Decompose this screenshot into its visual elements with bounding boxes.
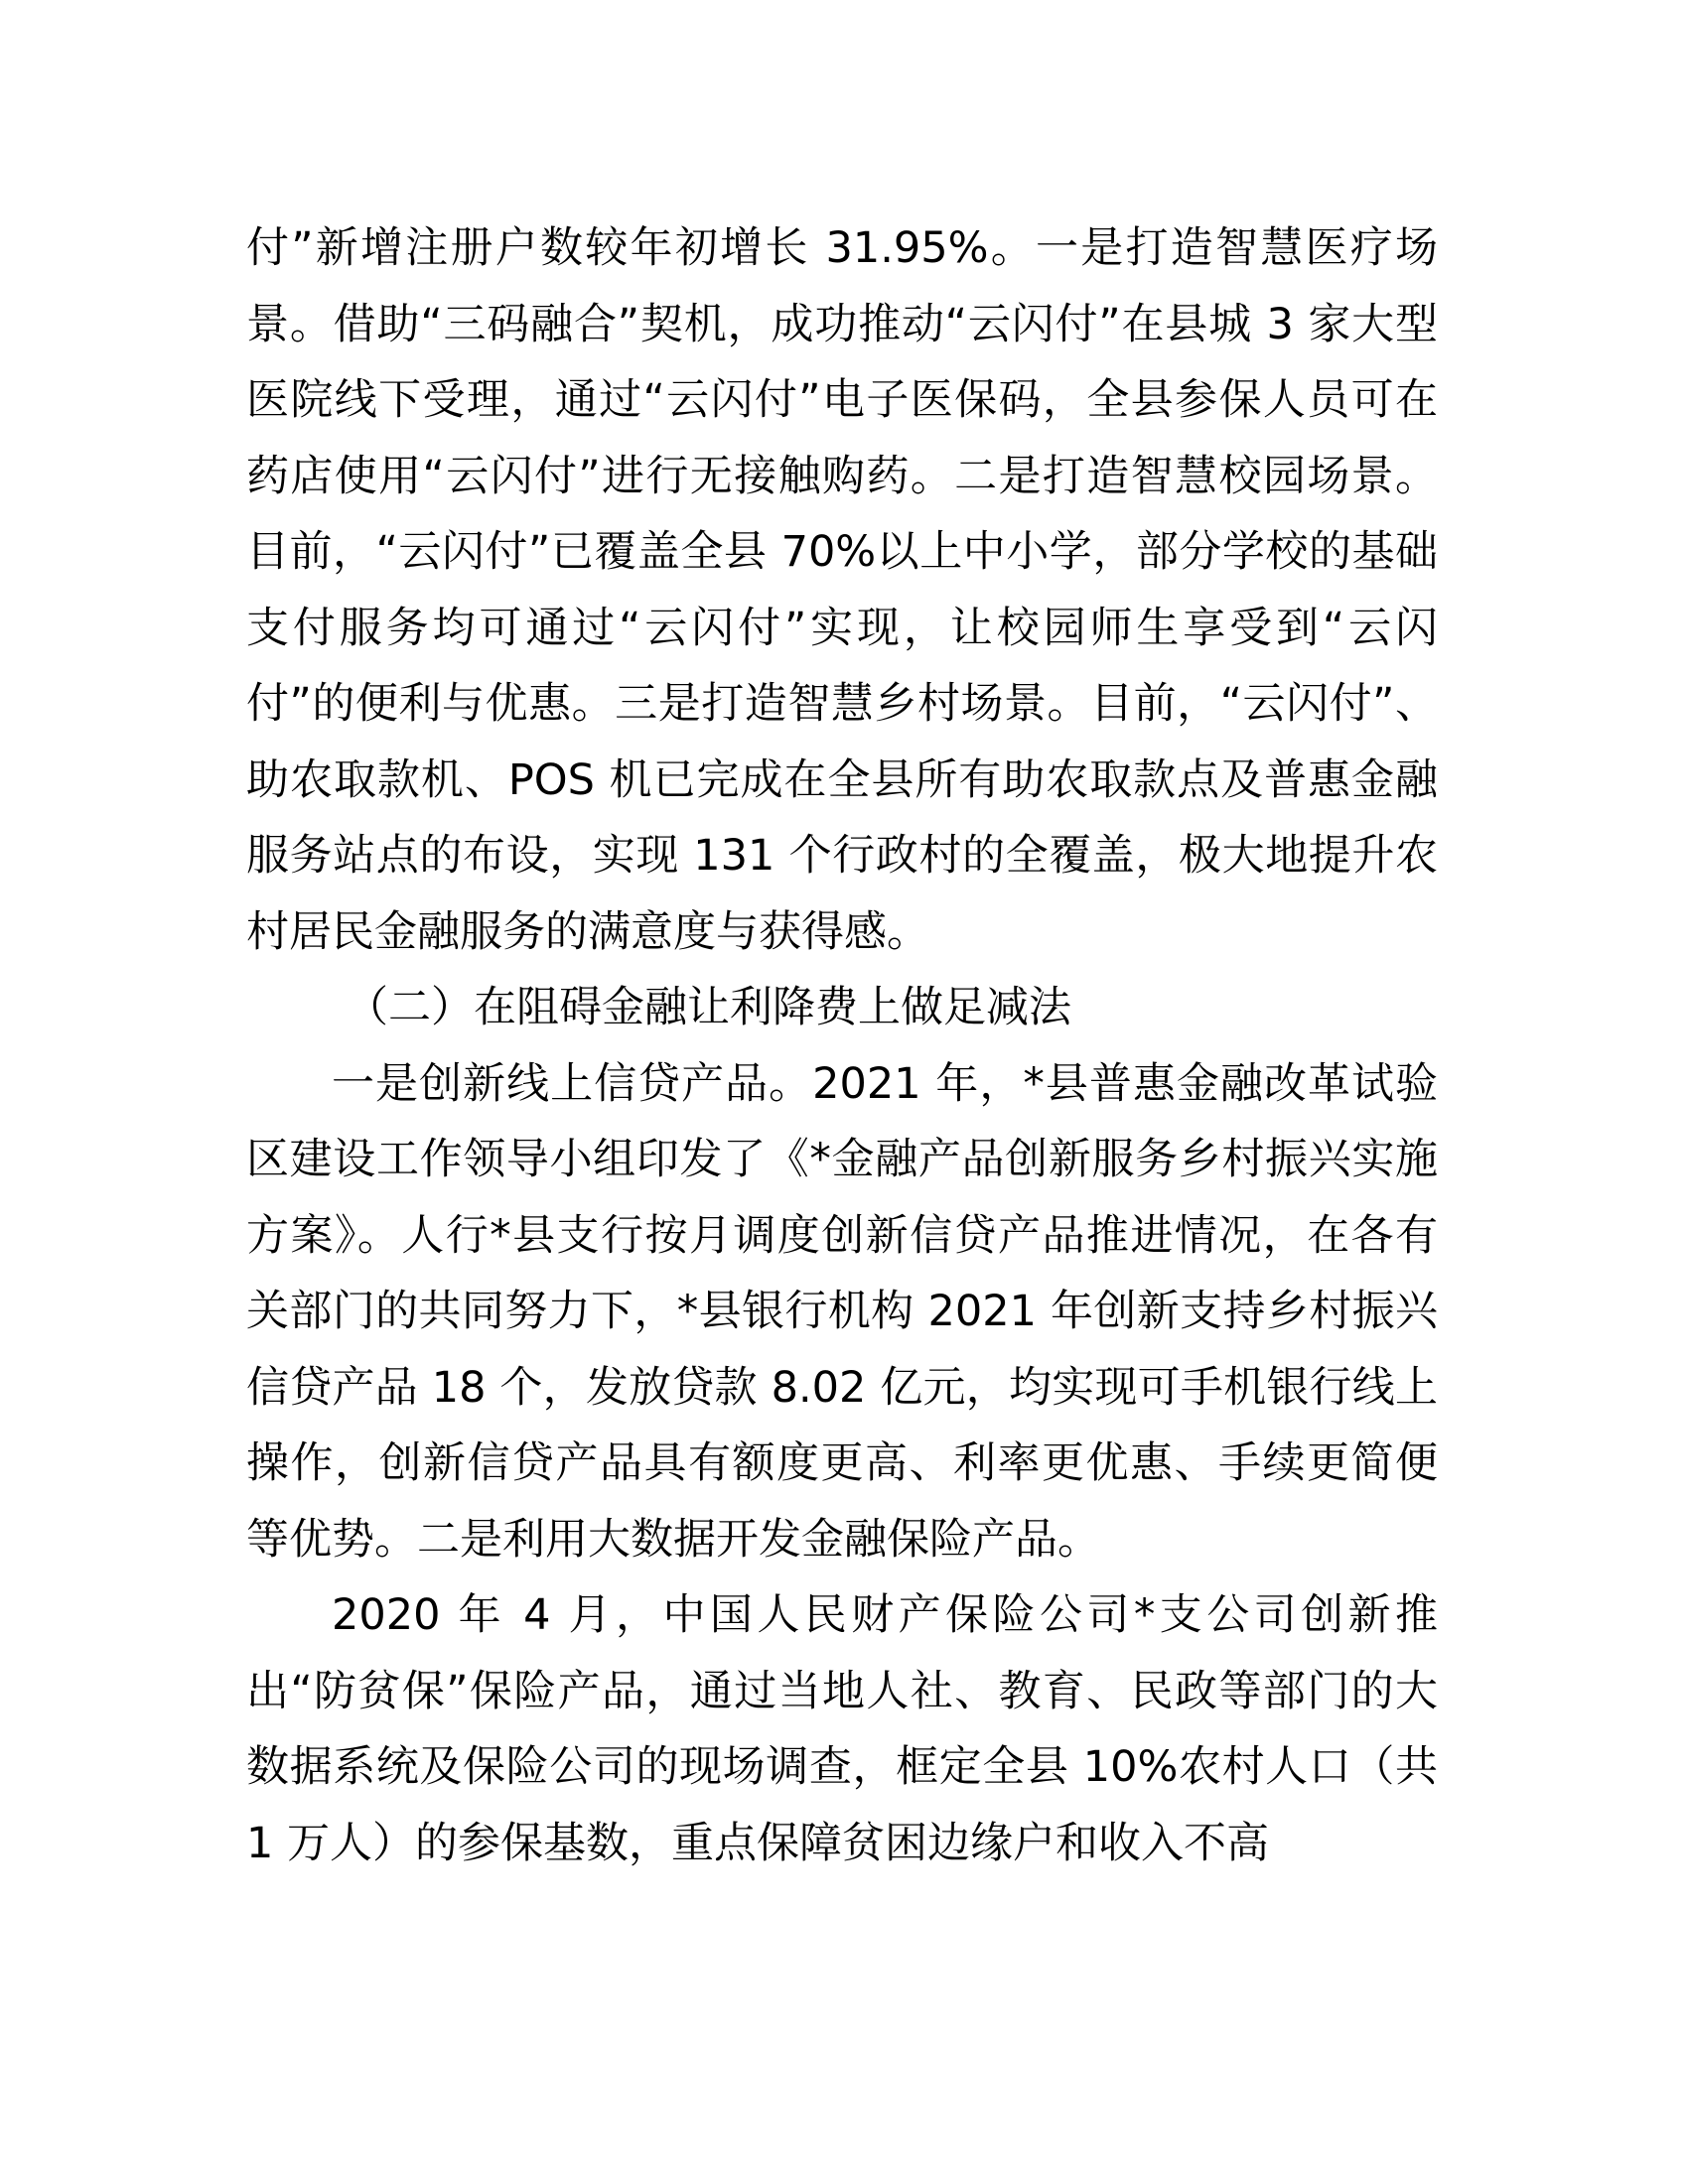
paragraph-online-credit-products: 一是创新线上信贷产品。2021 年，*县普惠金融改革试验区建设工作领导小组印发了《*金融产品创新服务乡村振兴实施方案》。人行*县支行按月调度创新信贷产品推进情况，在各有关部门的共同努力下，*县银行机构 2021 年创新支持乡村振兴信贷产品 18 个，发放贷款 8.02 亿元，均实现可手机银行线上操作，创新信贷产品具有额度更高、利率更优惠、手续更简便等优势。二是利用大数据开发金融保险产品。: [246, 1058, 1438, 1565]
paragraph-smart-payment-scenes: 付”新增注册户数较年初增长 31.95%。一是打造智慧医疗场景。借助“三码融合”契机，成功推动“云闪付”在县城 3 家大型医院线下受理，通过“云闪付”电子医保码，全县参保人员可在药店使用“云闪付”进行无接触购药。二是打造智慧校园场景。目前，“云闪付”已覆盖全县 70%以上中小学，部分学校的基础支付服务均可通过“云闪付”实现，让校园师生享受到“云闪付”的便利与优惠。三是打造智慧乡村场景。目前，“云闪付”、助农取款机、POS 机已完成在全县所有助农取款点及普惠金融服务站点的布设，实现 131 个行政村的全覆盖，极大地提升农村居民金融服务的满意度与获得感。: [246, 223, 1438, 957]
document-body: [246, 210, 1438, 1881]
paragraph-anti-poverty-insurance: 2020 年 4 月，中国人民财产保险公司*支公司创新推出“防贫保”保险产品，通过当地人社、教育、民政等部门的大数据系统及保险公司的现场调查，框定全县 10%农村人口（共 1 万人）的参保基数，重点保障贫困边缘户和收入不高: [246, 1590, 1438, 1868]
section-heading-reduce-fees: （二）在阻碍金融让利降费上做足减法: [346, 983, 1071, 1032]
